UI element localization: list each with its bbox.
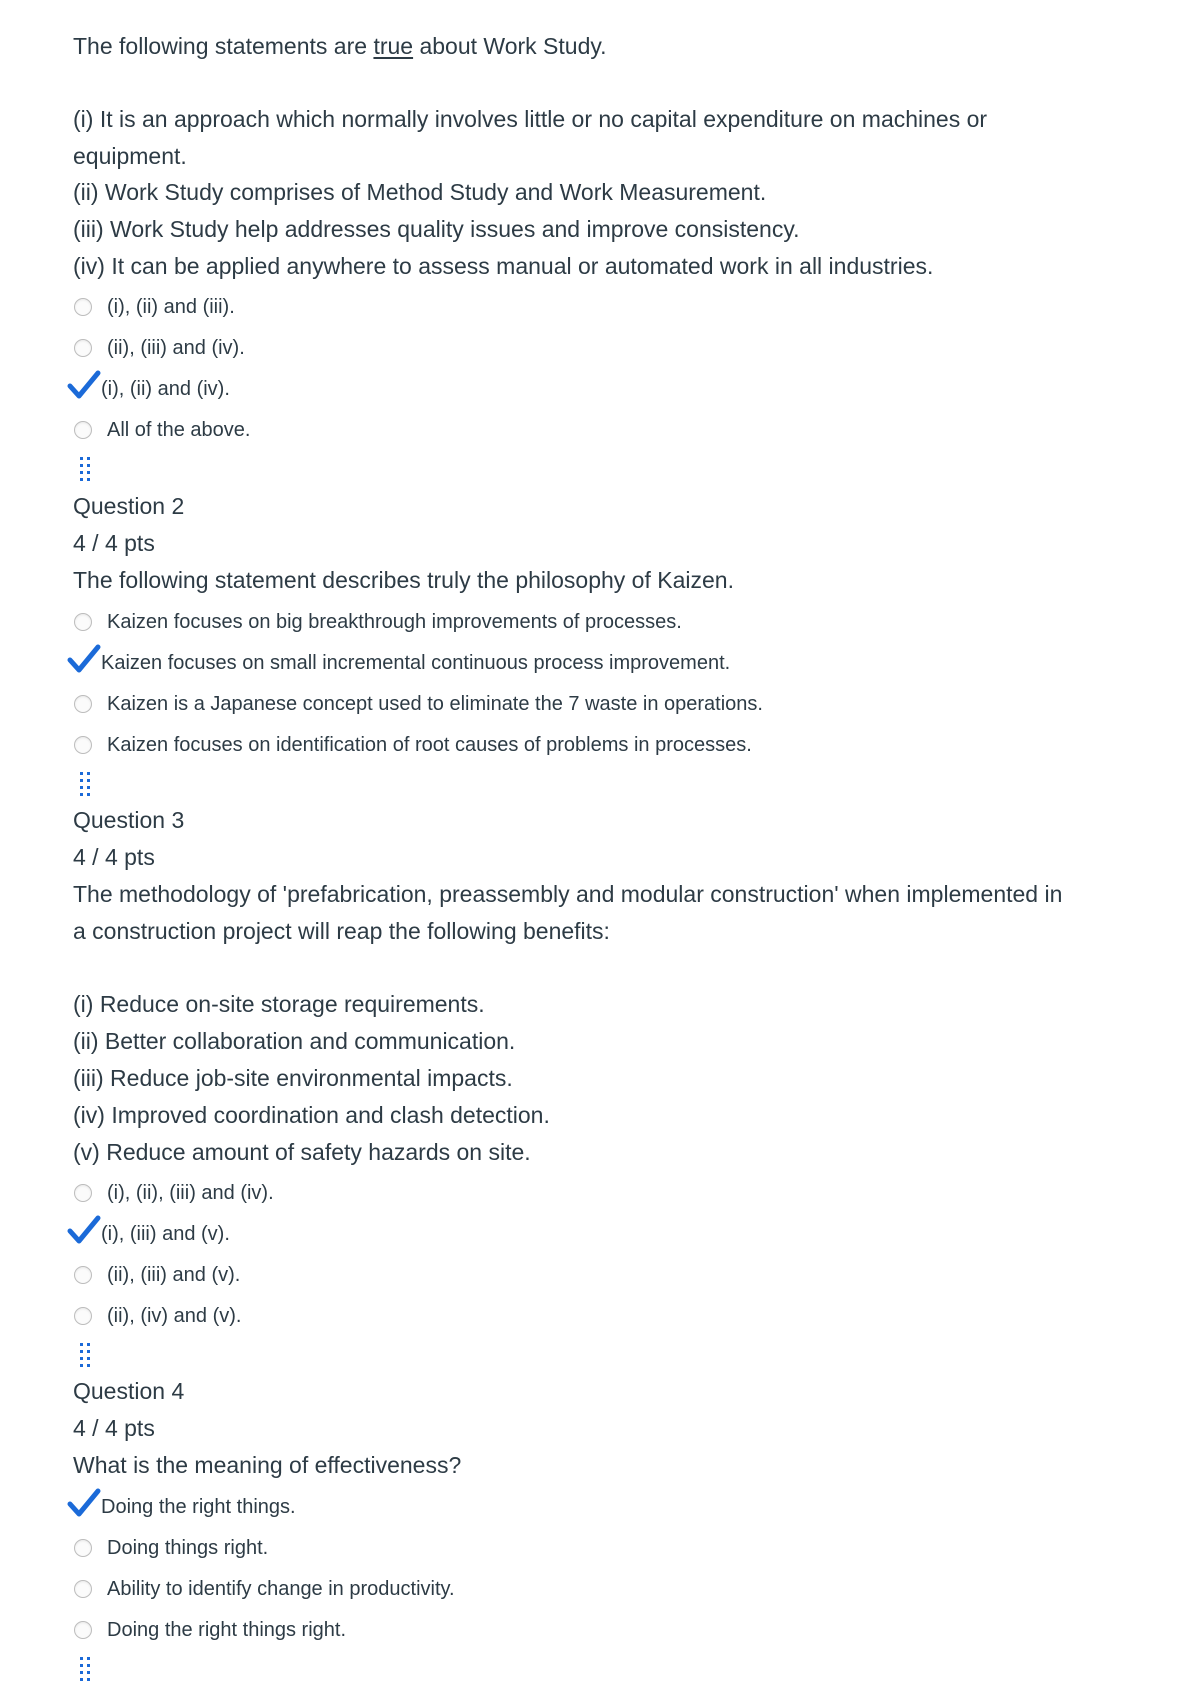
answer-option[interactable]	[73, 1178, 274, 1208]
answer-option-selected[interactable]	[73, 1492, 296, 1522]
option-label: Doing things right.	[107, 1537, 269, 1559]
statement: (i) It is an approach which normally involves little or no capital expenditure on machines or	[73, 106, 988, 132]
option-label: (ii), (iv) and (v).	[107, 1305, 242, 1327]
answer-option[interactable]	[73, 607, 682, 637]
checkmark-icon	[67, 1214, 101, 1246]
radio-unselected-icon[interactable]	[74, 421, 92, 439]
prompt-emphasis: true	[373, 33, 414, 59]
statement: (i) Reduce on-site storage requirements.	[73, 991, 485, 1017]
radio-unselected-icon[interactable]	[74, 1184, 92, 1202]
drag-handle-icon[interactable]	[79, 456, 91, 482]
radio-unselected-icon[interactable]	[74, 613, 92, 631]
option-label: All of the above.	[107, 419, 251, 441]
option-label: Ability to identify change in productivity.	[107, 1578, 455, 1600]
answer-option[interactable]	[73, 689, 763, 719]
drag-handle-icon[interactable]	[79, 1656, 91, 1682]
option-label: Kaizen focuses on small incremental continuous process improvement.	[101, 652, 731, 674]
question-points: 4 / 4 pts	[73, 530, 155, 556]
radio-unselected-icon[interactable]	[74, 1307, 92, 1325]
option-label: (ii), (iii) and (iv).	[107, 337, 245, 359]
prompt-text: The following statements are	[73, 33, 374, 59]
answer-option[interactable]	[73, 1260, 240, 1290]
radio-unselected-icon[interactable]	[74, 1539, 92, 1557]
question-prompt: The following statement describes truly the philosophy of Kaizen.	[73, 567, 734, 593]
checkmark-icon	[67, 369, 101, 401]
radio-unselected-icon[interactable]	[74, 1621, 92, 1639]
question-1-prompt	[73, 32, 607, 60]
statement: equipment.	[73, 143, 187, 169]
answer-option[interactable]	[73, 730, 752, 760]
prompt-text: about Work Study.	[413, 33, 607, 59]
statement: (v) Reduce amount of safety hazards on site.	[73, 1139, 531, 1165]
option-label: Kaizen focuses on identification of root causes of problems in processes.	[107, 734, 752, 756]
option-label: Doing the right things.	[101, 1496, 296, 1518]
answer-option[interactable]	[73, 333, 245, 363]
answer-option[interactable]	[73, 1574, 455, 1604]
drag-handle-icon[interactable]	[79, 771, 91, 797]
question-prompt: What is the meaning of effectiveness?	[73, 1452, 462, 1478]
question-title: Question 3	[73, 807, 185, 833]
question-title: Question 4	[73, 1378, 185, 1404]
statement: (ii) Better collaboration and communication.	[73, 1028, 516, 1054]
answer-option[interactable]	[73, 1533, 268, 1563]
option-label: (i), (ii) and (iii).	[107, 296, 235, 318]
answer-option-selected[interactable]	[73, 648, 730, 678]
option-label: Doing the right things right.	[107, 1619, 347, 1641]
checkmark-icon	[67, 643, 101, 675]
statement: (ii) Work Study comprises of Method Study and Work Measurement.	[73, 179, 767, 205]
option-label: (i), (iii) and (v).	[101, 1223, 230, 1245]
option-label: (i), (ii), (iii) and (iv).	[107, 1182, 274, 1204]
statement: (iv) It can be applied anywhere to assess manual or automated work in all industries.	[73, 253, 934, 279]
question-points: 4 / 4 pts	[73, 1415, 155, 1441]
radio-unselected-icon[interactable]	[74, 298, 92, 316]
question-prompt: The methodology of 'prefabrication, preassembly and modular construction' when implemented in	[73, 881, 1063, 907]
option-label: Kaizen is a Japanese concept used to eliminate the 7 waste in operations.	[107, 693, 763, 715]
radio-unselected-icon[interactable]	[74, 1580, 92, 1598]
radio-unselected-icon[interactable]	[74, 736, 92, 754]
statement: (iii) Work Study help addresses quality issues and improve consistency.	[73, 216, 800, 242]
answer-option-selected[interactable]	[73, 374, 230, 404]
answer-option[interactable]	[73, 415, 250, 445]
option-label: Kaizen focuses on big breakthrough improvements of processes.	[107, 611, 682, 633]
radio-unselected-icon[interactable]	[74, 695, 92, 713]
answer-option[interactable]	[73, 292, 235, 322]
answer-option[interactable]	[73, 1301, 241, 1331]
question-points: 4 / 4 pts	[73, 844, 155, 870]
option-label: (ii), (iii) and (v).	[107, 1264, 241, 1286]
question-title: Question 2	[73, 493, 185, 519]
radio-unselected-icon[interactable]	[74, 339, 92, 357]
checkmark-icon	[67, 1487, 101, 1519]
question-prompt: a construction project will reap the following benefits:	[73, 918, 610, 944]
answer-option-selected[interactable]	[73, 1219, 230, 1249]
radio-unselected-icon[interactable]	[74, 1266, 92, 1284]
answer-option[interactable]	[73, 1615, 346, 1645]
statement: (iv) Improved coordination and clash detection.	[73, 1102, 550, 1128]
statement: (iii) Reduce job-site environmental impacts.	[73, 1065, 513, 1091]
drag-handle-icon[interactable]	[79, 1342, 91, 1368]
option-label: (i), (ii) and (iv).	[101, 378, 230, 400]
